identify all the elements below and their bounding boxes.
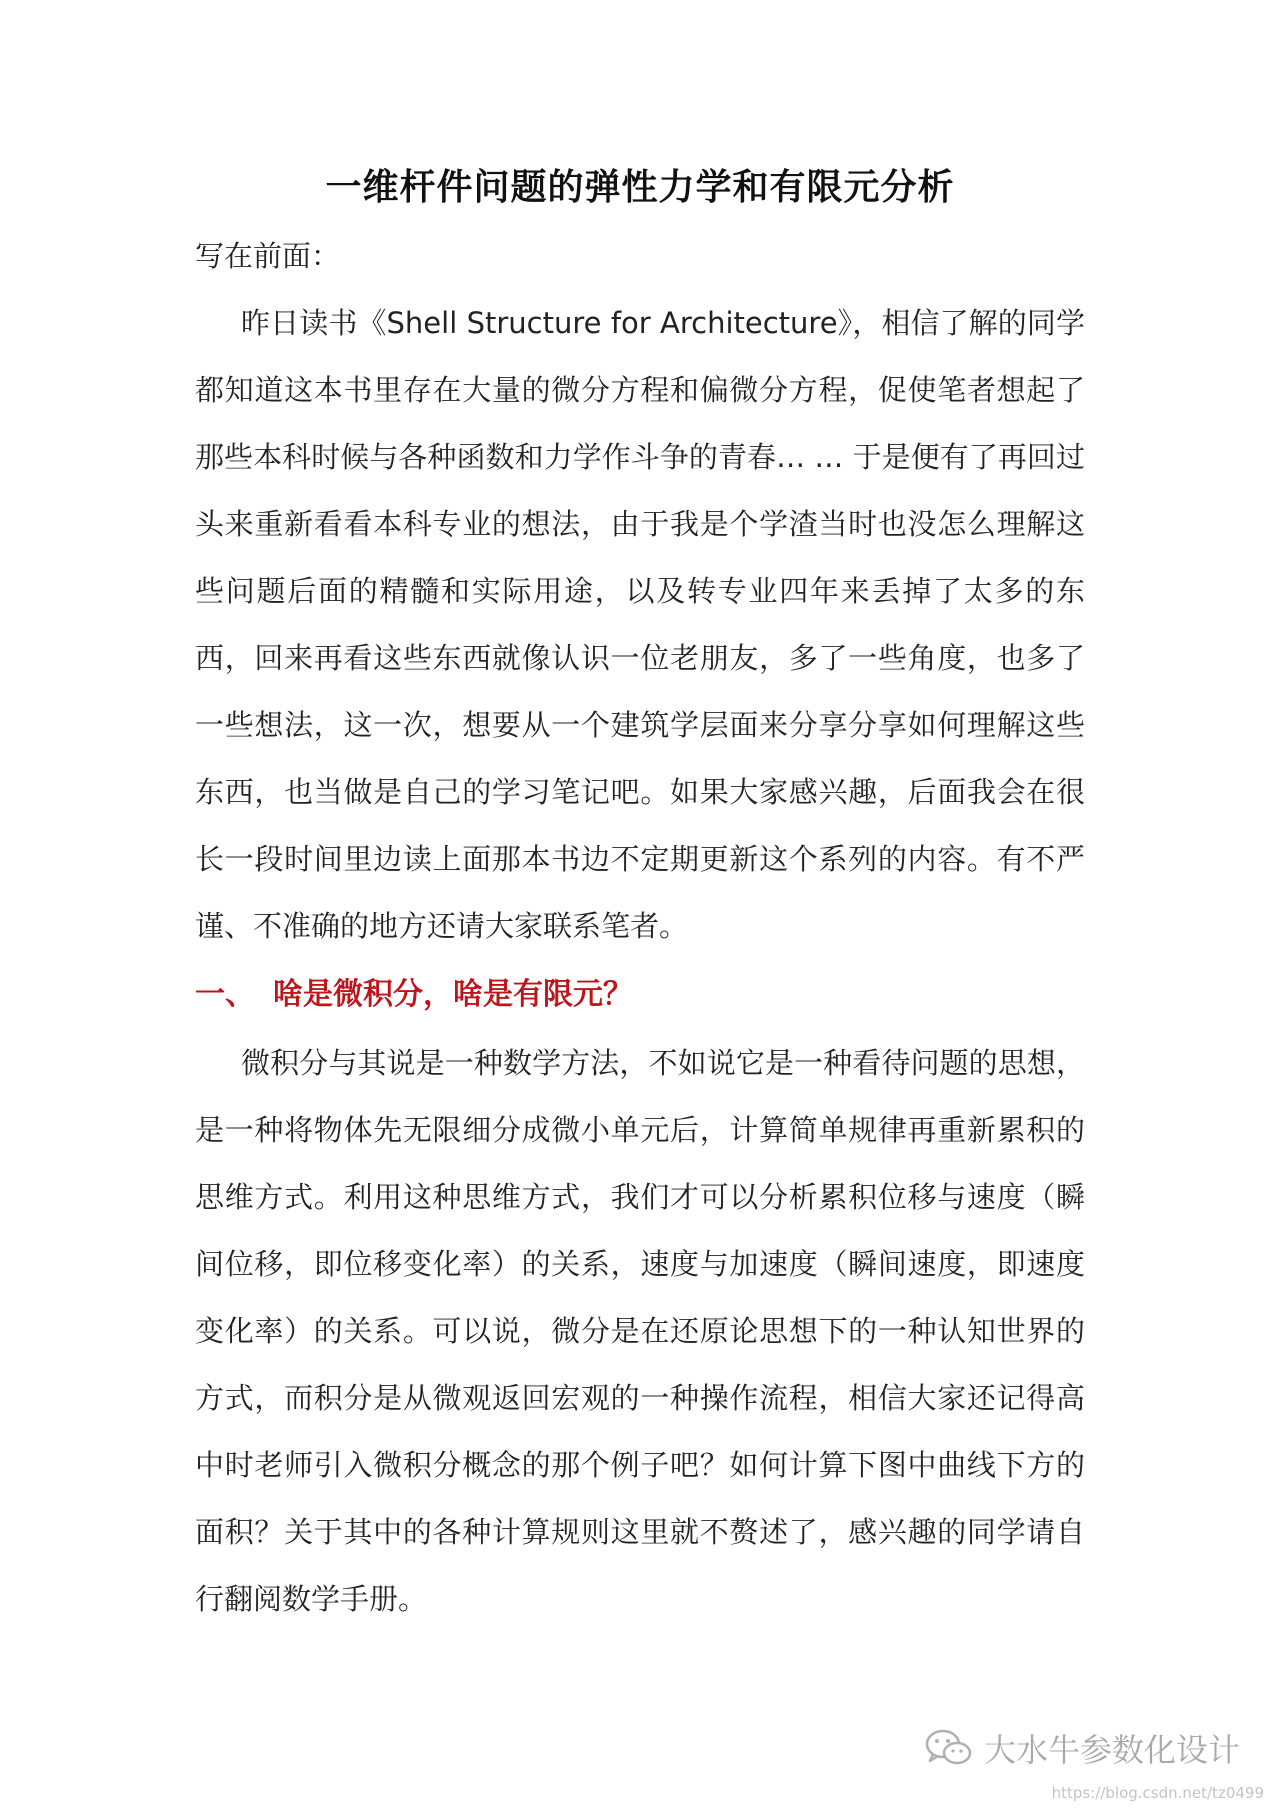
section-heading-text: 啥是微积分，啥是有限元？ [273, 977, 633, 1012]
watermark-account-name: 大水牛参数化设计 [983, 1731, 1240, 1769]
document-title: 一维杆件问题的弹性力学和有限元分析 [325, 167, 955, 208]
document-page [195, 0, 1085, 1809]
section-number: 一、 [195, 977, 255, 1012]
paragraph-calculus: 微积分与其说是一种数学方法，不如说它是一种看待问题的思想，是一种将物体先无限细分成微小单元后，计算简单规律再重新累积的思维方式。利用这种思维方式，我们才可以分析累积位移与速度（瞬间位移，即位移变化率）的关系，速度与加速度（瞬间速度，即速度变化率）的关系。可以说，微分是在还原论思想下的一种认知世界的方式，而积分是从微观返回宏观的一种操作流程，相信大家还记得高中时老师引入微积分概念的那个例子吧？如何计算下图中曲线下方的面积？关于其中的各种计算规则这里就不赘述了，感兴趣的同学请自行翻阅数学手册。 [195, 1046, 1085, 1616]
watermark-url: https://blog.csdn.net/tz0499 [1051, 1784, 1264, 1802]
preface-label: 写在前面： [195, 239, 341, 273]
paragraph-preface: 昨日读书《Shell Structure for Architecture》，相信了解的同学都知道这本书里存在大量的微分方程和偏微分方程，促使笔者想起了那些本科时候与各种函数和力学作斗争的青春… … 于是便有了再回过头来重新看看本科专业的想法，由于我是个学渣当时也没怎么理解这些问题后面的精髓和实际用途，以及转专业四年来丢掉了太多的东西，回来再看这些东西就像认识一位老朋友，多了一些角度，也多了一些想法，这一次，想要从一个建筑学层面来分享分享如何理解这些东西，也当做是自己的学习笔记吧。如果大家感兴趣，后面我会在很长一段时间里边读上面那本书边不定期更新这个系列的内容。有不严谨、不准确的地方还请大家联系笔者。 [195, 306, 1085, 943]
watermark [924, 1725, 1240, 1771]
section-heading [195, 967, 633, 1023]
wechat-icon [924, 1728, 974, 1768]
